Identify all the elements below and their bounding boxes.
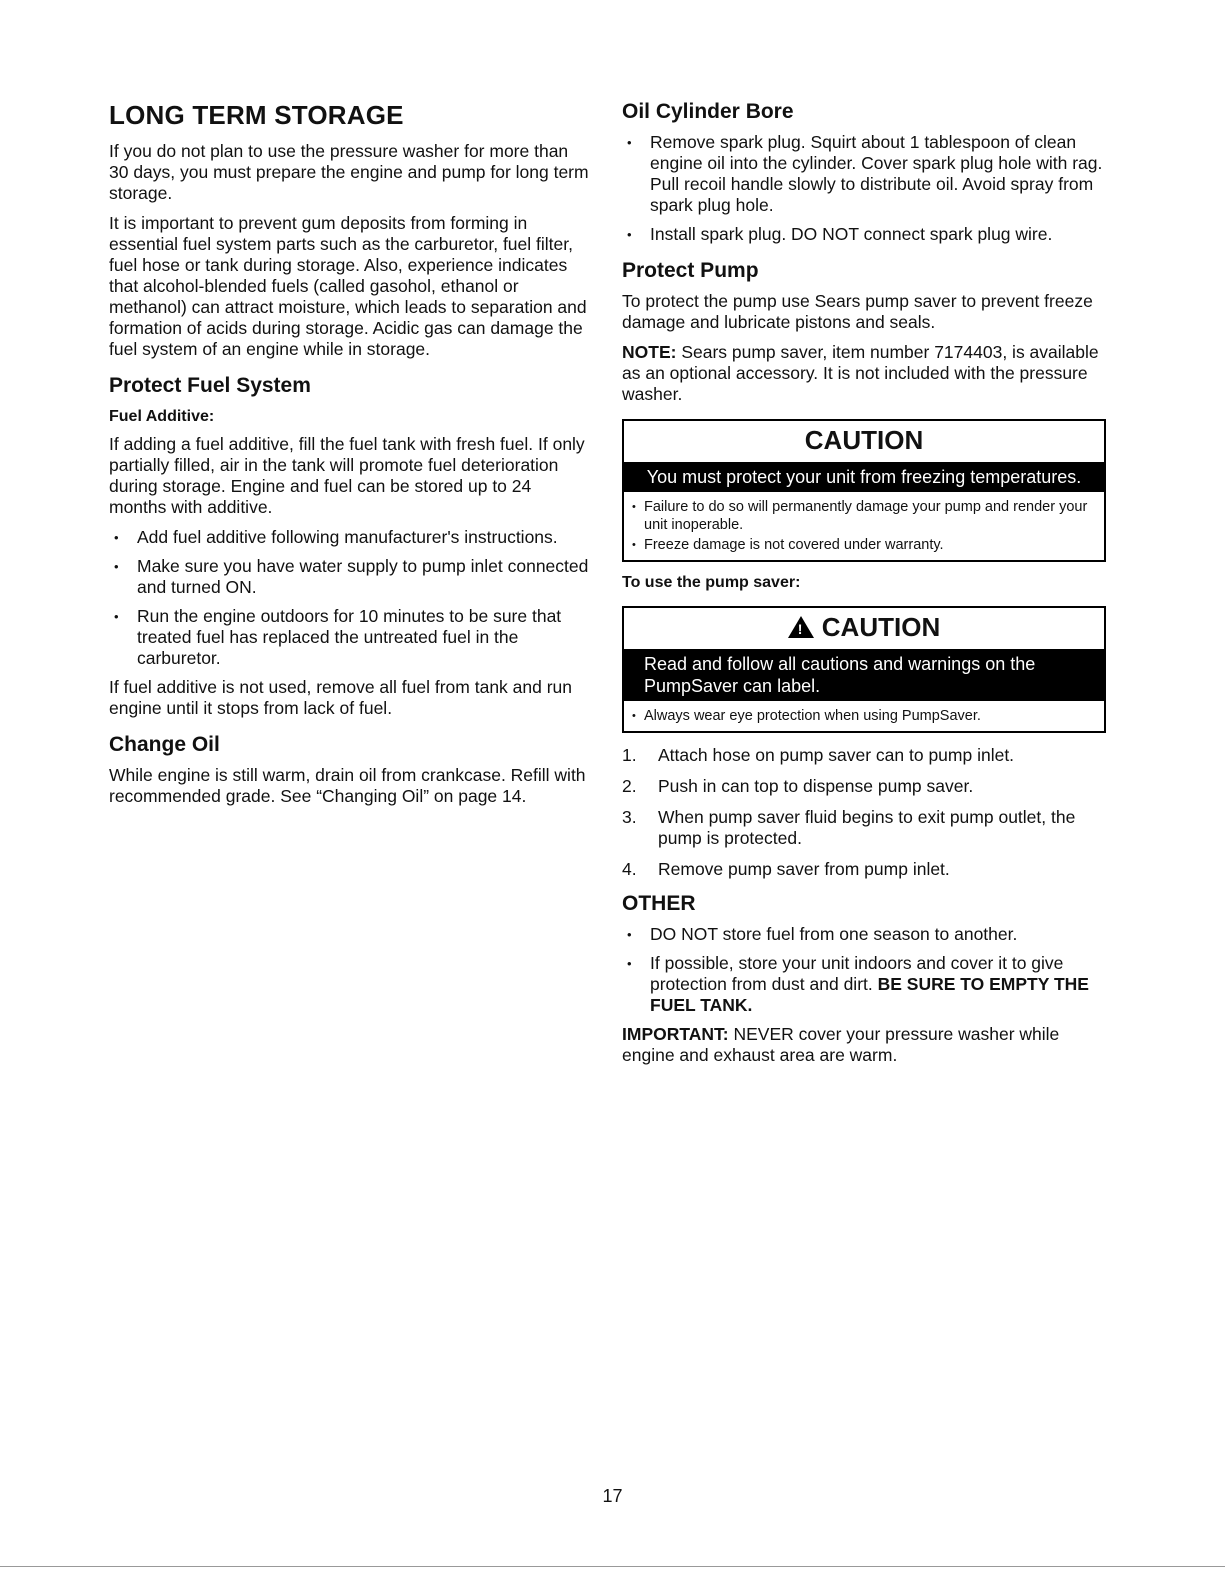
other-list bbox=[622, 924, 1106, 1016]
pump-saver-steps bbox=[622, 745, 1106, 880]
list-item: • Failure to do so will permanently damage your pump and render your unit inoperable. bbox=[630, 498, 1098, 534]
other-bold-text: BE SURE TO EMPTY THE FUEL TANK. bbox=[650, 974, 1089, 1015]
intro-paragraph: If you do not plan to use the pressure washer for more than 30 days, you must prepare the engine and pump for long term storage. bbox=[109, 141, 589, 203]
fuel-additive-list bbox=[109, 527, 591, 669]
step-number: 4. bbox=[622, 859, 637, 879]
protect-pump-paragraph: To protect the pump use Sears pump saver to prevent freeze damage and lubricate pistons and seals. bbox=[622, 291, 1093, 332]
protect-pump-heading: Protect Pump bbox=[622, 259, 759, 282]
note-label: NOTE: bbox=[622, 342, 677, 362]
list-item: • Remove spark plug. Squirt about 1 tablespoon of clean engine oil into the cylinder. Cover spark plug hole with rag. Pull recoil handle slowly to distribute oil. Avoid spray from spark plug hole. bbox=[622, 132, 1106, 216]
list-item bbox=[622, 776, 1106, 797]
caution-title: CAUTION bbox=[804, 425, 924, 455]
oil-cylinder-bore-list bbox=[622, 132, 1106, 245]
bottom-divider bbox=[0, 1566, 1225, 1567]
step-text: Push in can top to dispense pump saver. bbox=[658, 776, 974, 796]
list-item: • Freeze damage is not covered under warranty. bbox=[630, 536, 1098, 554]
right-column bbox=[622, 100, 1106, 1075]
gum-deposits-paragraph: It is important to prevent gum deposits from forming in essential fuel system parts such as the carburetor, fuel filter, fuel hose or tank during storage. Also, experience indicates that alcohol-blended fuels (called gasohol, ethanol or methanol) can attract moisture, which leads to separation and formation of acids during storage. Acidic gas can damage the fuel system of an engine while in storage. bbox=[109, 213, 587, 359]
important-text: NEVER cover your pressure washer while engine and exhaust area are warm. bbox=[622, 1024, 1060, 1065]
list-item bbox=[622, 953, 1106, 1016]
change-oil-heading: Change Oil bbox=[109, 733, 220, 756]
step-text: Attach hose on pump saver can to pump inlet. bbox=[658, 745, 1015, 765]
change-oil-paragraph: While engine is still warm, drain oil from crankcase. Refill with recommended grade. See “Changing Oil” on page 14. bbox=[109, 765, 586, 806]
warning-triangle-icon bbox=[788, 616, 814, 638]
protect-fuel-heading: Protect Fuel System bbox=[109, 374, 311, 397]
fuel-additive-paragraph: If adding a fuel additive, fill the fuel tank with fresh fuel. If only partially filled, air in the tank will promote fuel deterioration during storage. Engine and fuel can be stored up to 24 months with additive. bbox=[109, 434, 585, 517]
step-text: When pump saver fluid begins to exit pump outlet, the pump is protected. bbox=[658, 807, 1076, 848]
list-item bbox=[622, 807, 1106, 849]
list-item: • Always wear eye protection when using PumpSaver. bbox=[630, 707, 1098, 725]
important-paragraph bbox=[622, 1024, 1106, 1066]
caution-band: You must protect your unit from freezing temperatures. bbox=[624, 462, 1104, 492]
list-item: • Add fuel additive following manufacturer's instructions. bbox=[109, 527, 591, 548]
left-column bbox=[109, 100, 591, 816]
list-item bbox=[622, 745, 1106, 766]
other-heading: OTHER bbox=[622, 892, 696, 915]
oil-cylinder-bore-heading: Oil Cylinder Bore bbox=[622, 100, 794, 123]
fuel-additive-heading: Fuel Additive: bbox=[109, 408, 215, 425]
step-text: Remove pump saver from pump inlet. bbox=[658, 859, 950, 879]
list-item bbox=[622, 859, 1106, 880]
important-label: IMPORTANT: bbox=[622, 1024, 729, 1044]
note-text: Sears pump saver, item number 7174403, is available as an optional accessory. It is not included with the pressure washer. bbox=[622, 342, 1099, 404]
use-pump-saver-heading: To use the pump saver: bbox=[622, 574, 801, 591]
caution-title-row bbox=[624, 608, 1104, 649]
list-item: • Make sure you have water supply to pump inlet connected and turned ON. bbox=[109, 556, 591, 598]
no-additive-paragraph: If fuel additive is not used, remove all fuel from tank and run engine until it stops from lack of fuel. bbox=[109, 677, 573, 718]
caution-list bbox=[624, 492, 1104, 560]
note-paragraph bbox=[622, 342, 1106, 405]
caution-title: CAUTION bbox=[821, 612, 941, 642]
list-item: • Run the engine outdoors for 10 minutes to be sure that treated fuel has replaced the untreated fuel in the carburetor. bbox=[109, 606, 591, 669]
list-item: • Install spark plug. DO NOT connect spark plug wire. bbox=[622, 224, 1106, 245]
freezing-caution-box bbox=[622, 419, 1106, 562]
pumpsaver-caution-box bbox=[622, 606, 1106, 733]
caution-band: Read and follow all cautions and warnings on the PumpSaver can label. bbox=[624, 649, 1104, 701]
page-number: 17 bbox=[602, 1486, 623, 1506]
section-title: LONG TERM STORAGE bbox=[109, 100, 404, 130]
other-text: If possible, store your unit indoors and cover it to give protection from dust and dirt. bbox=[650, 953, 1064, 994]
step-number: 2. bbox=[622, 776, 637, 796]
step-number: 3. bbox=[622, 807, 637, 827]
caution-list bbox=[624, 701, 1104, 731]
step-number: 1. bbox=[622, 745, 637, 765]
list-item: • DO NOT store fuel from one season to another. bbox=[622, 924, 1106, 945]
